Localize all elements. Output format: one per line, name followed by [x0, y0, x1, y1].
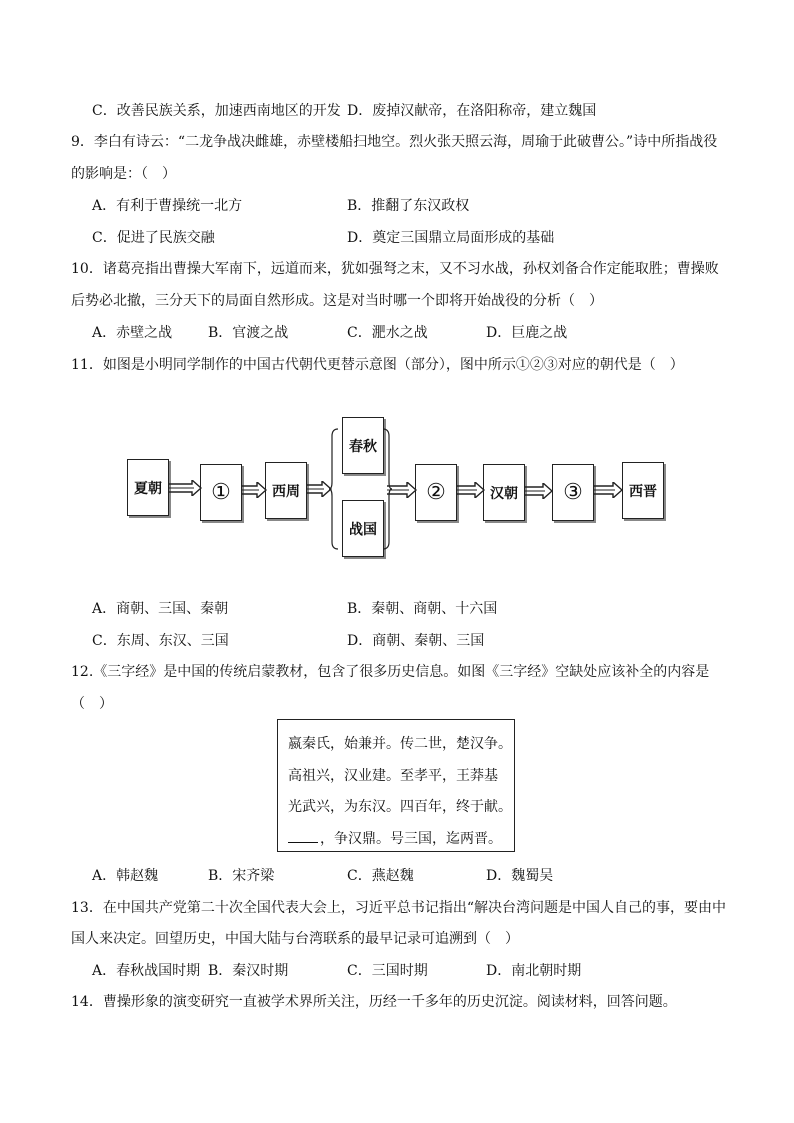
- q13-option-c: C．三国时期: [347, 963, 428, 979]
- q8-option-d: D．废掉汉献帝，在洛阳称帝，建立魏国: [347, 103, 597, 119]
- q10-option-d: D．巨鹿之战: [486, 325, 568, 341]
- box-circle-1: ①: [200, 464, 242, 521]
- box-hanchao: 汉朝: [483, 464, 525, 521]
- q13-option-d: D．南北朝时期: [486, 963, 582, 979]
- arrow-hanchao-to-3: [524, 483, 553, 499]
- q14-stem: 14．曹操形象的演变研究一直被学术界所关注，历经一千多年的历史沉淀。阅读材料，回答问题。: [71, 994, 677, 1010]
- q10-stem-line1: 10．诸葛亮指出曹操大军南下，远道而来，犹如强弩之末，又不习水战，孙权刘备合作定能取胜；曹操败: [71, 261, 719, 277]
- box-zhanguo: 战国: [342, 500, 384, 557]
- q11-option-a: A．商朝、三国、秦朝: [92, 601, 229, 617]
- left-brace: [329, 428, 339, 550]
- q13-stem-line1: 13．在中国共产党第二十次全国代表大会上，习近平总书记指出“解决台湾问题是中国人自己的事，要由中: [71, 900, 726, 916]
- poem-line-4-text: ，争汉鼎。号三国，迄两晋。: [320, 831, 502, 847]
- fill-blank: [288, 828, 318, 843]
- box-circle-3: ③: [552, 464, 594, 521]
- poem-line-1: 嬴秦氏，始兼并。传二世，楚汉争。: [288, 736, 512, 752]
- q10-option-c: C．淝水之战: [347, 325, 428, 341]
- poem-line-2: 高祖兴，汉业建。至孝平，王莽基: [288, 768, 498, 784]
- poem-line-3: 光武兴，为东汉。四百年，终于献。: [288, 799, 512, 815]
- arrow-1-to-xizhou: [241, 482, 267, 498]
- poem-line-4: [288, 828, 502, 849]
- q12-option-b: B．宋齐梁: [208, 868, 275, 884]
- arrow-3-to-xijin: [593, 482, 623, 498]
- q10-option-b: B．官渡之战: [208, 325, 289, 341]
- q11-option-c: C．东周、东汉、三国: [92, 633, 229, 649]
- q11-option-b: B．秦朝、商朝、十六国: [347, 601, 498, 617]
- q9-option-d: D．奠定三国鼎立局面形成的基础: [347, 230, 555, 246]
- q12-option-c: C．燕赵魏: [347, 868, 414, 884]
- q13-option-a: A．春秋战国时期: [92, 963, 201, 979]
- q9-option-b: B．推翻了东汉政权: [347, 198, 470, 214]
- q12-stem-line1: 12.《三字经》是中国的传统启蒙教材，包含了很多历史信息。如图《三字经》空缺处应该补全的内容是: [71, 664, 710, 680]
- q13-option-b: B．秦汉时期: [208, 963, 289, 979]
- q10-stem-line2: 后势必北撤，三分天下的局面自然形成。这是对当时哪一个即将开始战役的分析（ ）: [71, 293, 603, 309]
- q12-option-d: D．魏蜀吴: [486, 868, 554, 884]
- q9-stem-line2: 的影响是：（ ）: [71, 166, 176, 182]
- box-circle-2: ②: [415, 464, 457, 521]
- right-brace: [382, 428, 392, 550]
- q8-option-c: C．改善民族关系，加速西南地区的开发: [92, 103, 341, 119]
- box-xia: 夏朝: [127, 459, 169, 516]
- q12-stem-line2: （ ）: [71, 696, 113, 712]
- arrow-2-to-hanchao: [456, 482, 485, 498]
- arrow-xia-to-1: [168, 480, 202, 496]
- box-xizhou: 西周: [265, 462, 307, 519]
- q11-option-d: D．商朝、秦朝、三国: [347, 633, 485, 649]
- q9-option-c: C．促进了民族交融: [92, 230, 215, 246]
- sanzijing-box: [277, 719, 515, 852]
- q13-stem-line2: 国人来决定。回望历史，中国大陆与台湾联系的最早记录可追溯到（ ）: [71, 931, 519, 947]
- q9-option-a: A．有利于曹操统一北方: [92, 198, 243, 214]
- box-chunqiu: 春秋: [342, 417, 384, 474]
- q12-option-a: A．韩赵魏: [92, 868, 159, 884]
- q10-option-a: A．赤壁之战: [92, 325, 173, 341]
- q11-stem: 11．如图是小明同学制作的中国古代朝代更替示意图（部分），图中所示①②③对应的朝代是（ ）: [71, 357, 684, 373]
- q9-stem-line1: 9．李白有诗云：“二龙争战决雌雄，赤壁楼船扫地空。烈火张天照云海，周瑜于此破曹公。”诗中所指战役: [71, 134, 718, 150]
- box-xijin: 西晋: [622, 462, 664, 519]
